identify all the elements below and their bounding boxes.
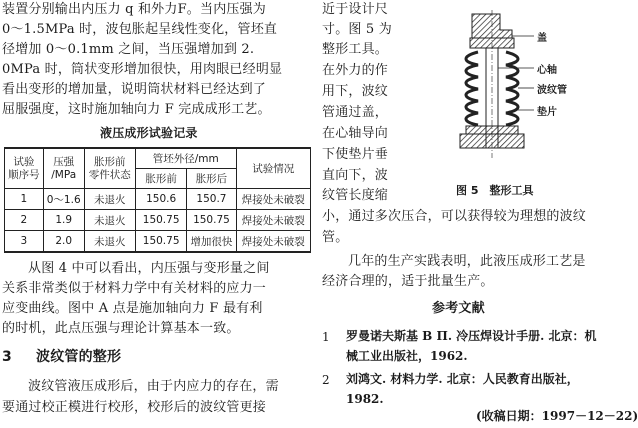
- intro-line: 0～1.5MPa 时，波包胀起呈线性变化，管坯直: [2, 22, 278, 37]
- para2-line: 几年的生产实践表明，此液压成形工艺是: [348, 254, 586, 269]
- reference-line: 械工业出版社，1962.: [346, 349, 468, 363]
- analysis-line: 关系非常类似于材料力学中有关材料的应力一: [2, 281, 267, 296]
- figure-label-gasket: 垫片: [537, 107, 557, 118]
- header-pressure: 压强 /MPa: [43, 148, 84, 189]
- reference-number: 1: [322, 330, 330, 344]
- analysis-line: 从图 4 中可以看出，内压强与变形量之间: [28, 261, 270, 276]
- wrap-line: 寸。图 5 为: [322, 22, 392, 37]
- figure-caption: 图 5 整形工具: [456, 184, 534, 197]
- received-date: (收稿日期：1997－12－22): [476, 409, 638, 423]
- reference-line: 1982.: [346, 392, 384, 406]
- table-title: 液压成形试验记录: [100, 126, 198, 140]
- wrap-line: 用下，波纹: [322, 84, 389, 99]
- cell-state: 未退火: [84, 210, 135, 231]
- cell-pressure: 0～1.6: [43, 189, 84, 210]
- figure-label-lid: 盖: [537, 33, 547, 44]
- wrap-line: 整形工具。: [322, 42, 389, 57]
- full-line: 管。: [322, 230, 349, 245]
- intro-line: 0MPa 时，筒状变形增加很快，用肉眼已经明显: [2, 62, 283, 77]
- cell-seq: 3: [5, 231, 44, 253]
- reference-number: 2: [322, 373, 330, 387]
- section-title: 波纹管的整形: [36, 349, 122, 365]
- section-line: 要通过校正模进行校形，校形后的波纹管更接: [2, 400, 267, 415]
- header-state: 胀形前 零件状态: [84, 148, 135, 189]
- cell-before: 150.6: [135, 189, 186, 210]
- cell-result: 焊接处未破裂: [236, 189, 310, 210]
- header-seq: 试验 顺序号: [5, 148, 44, 189]
- table-row: [5, 231, 311, 253]
- cell-before: 150.75: [135, 210, 186, 231]
- table-row: [5, 189, 311, 210]
- analysis-line: 的时机，此点压强与理论计算基本一致。: [2, 321, 240, 336]
- wrap-line: 管通过盖，: [322, 105, 389, 120]
- wrap-line: 近于设计尺: [322, 2, 389, 17]
- intro-line: 看出变形的增加量，说明筒状材料已经达到了: [2, 82, 267, 97]
- para2-line: 经济合理的，适于批量生产。: [322, 274, 494, 289]
- wrap-line: 直向下，波: [322, 168, 389, 183]
- section-number: 3: [2, 349, 12, 365]
- wrap-line: 在心轴导向: [322, 126, 389, 141]
- cell-seq: 2: [5, 210, 44, 231]
- references-heading: 参考文献: [432, 301, 485, 316]
- section-line: 波纹管液压成形后，由于内应力的存在，需: [28, 379, 279, 394]
- intro-line: 屈服强度，这时施加轴向力 F 完成成形工艺。: [2, 102, 271, 117]
- cell-result: 焊接处未破裂: [236, 210, 310, 231]
- cell-pressure: 2.0: [43, 231, 84, 253]
- cell-pressure: 1.9: [43, 210, 84, 231]
- wrap-line: 在外力的作: [322, 63, 389, 78]
- cell-after: 150.75: [187, 210, 236, 231]
- cell-state: 未退火: [84, 231, 135, 253]
- figure-label-bellows: 波纹管: [537, 85, 567, 96]
- full-line: 小，通过多次压合，可以获得较为理想的波纹: [322, 209, 587, 224]
- header-result: 试验情况: [236, 148, 310, 189]
- table-row: [5, 210, 311, 231]
- cell-result: 焊接处未破裂: [236, 231, 310, 253]
- reference-line: 罗曼诺夫斯基 B Π. 冷压焊设计手册. 北京：机: [346, 329, 597, 343]
- header-after: 胀形后: [187, 169, 236, 189]
- cell-state: 未退火: [84, 189, 135, 210]
- reference-line: 刘鸿文. 材料力学. 北京：人民教育出版社，: [346, 372, 579, 386]
- test-record-table: [4, 147, 311, 253]
- header-before: 胀形前: [135, 169, 186, 189]
- intro-line: 装置分别输出内压力 q 和外力F。当内压强为: [2, 2, 267, 17]
- cell-after: 增加很快: [187, 231, 236, 253]
- header-diameter-group: 管坯外径/mm: [135, 148, 236, 169]
- cell-before: 150.75: [135, 231, 186, 253]
- cell-after: 150.7: [187, 189, 236, 210]
- cell-seq: 1: [5, 189, 44, 210]
- intro-line: 径增加 0～0.1mm 之间，当压强增加到 2.: [2, 42, 255, 57]
- wrap-line: 纹管长度缩: [322, 188, 389, 203]
- figure-label-mandrel: 心轴: [537, 65, 557, 76]
- wrap-line: 下使垫片垂: [322, 147, 389, 162]
- analysis-line: 应变曲线。图中 A 点是施加轴向力 F 最有利: [2, 301, 263, 316]
